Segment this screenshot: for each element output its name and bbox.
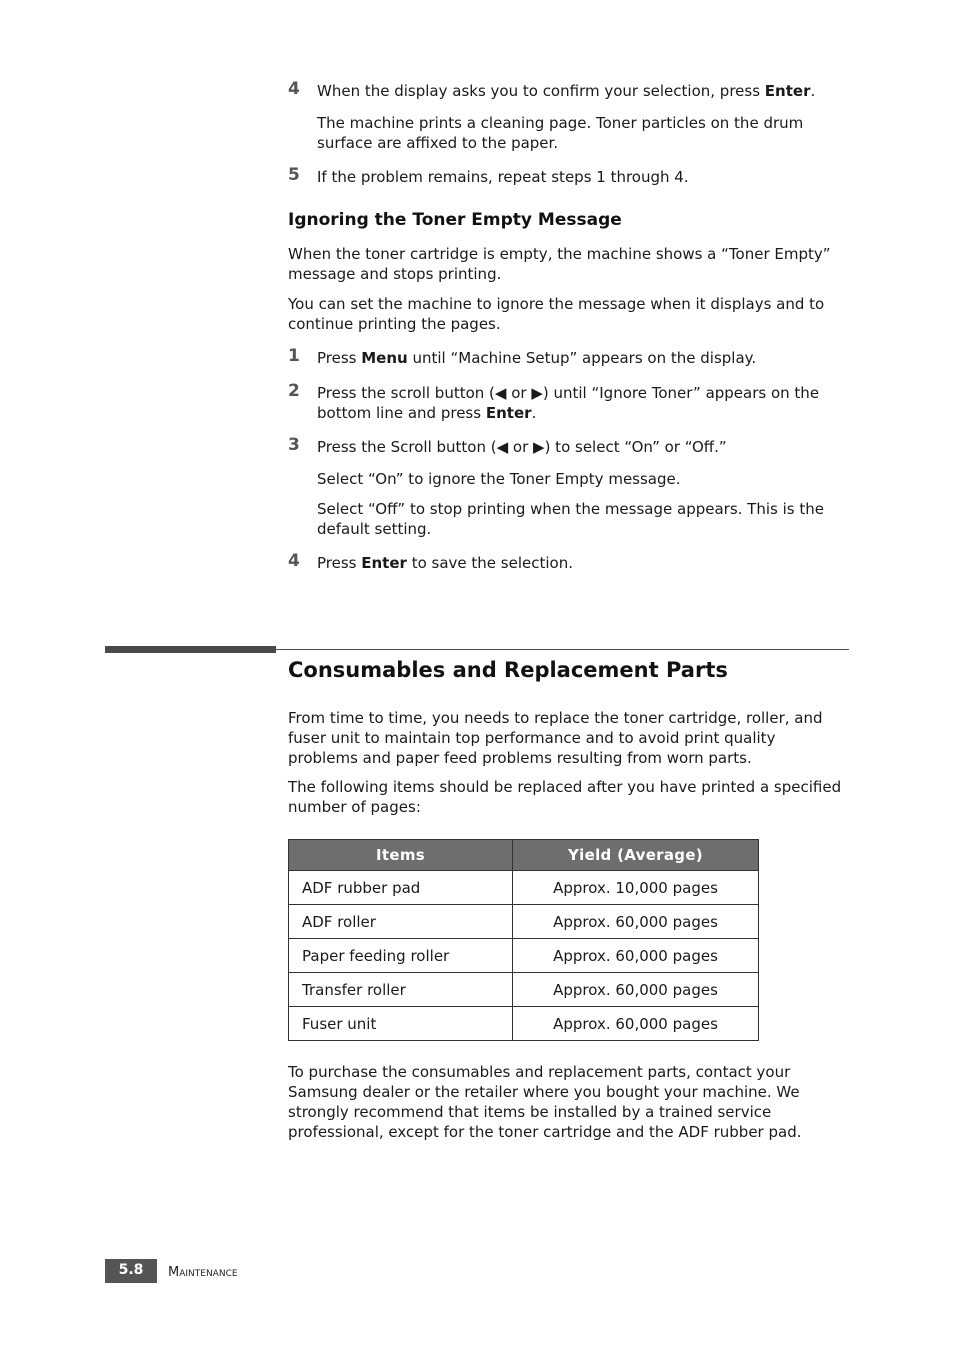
item-cell: ADF roller <box>289 905 513 939</box>
step-text-part: When the display asks you to confirm your selection, press <box>317 82 765 100</box>
enter-key-label: Enter <box>485 404 532 422</box>
table-row <box>289 905 759 939</box>
chapter-label: Maintenance <box>168 1265 238 1280</box>
step-text: If the problem remains, repeat steps 1 through 4. <box>317 168 689 186</box>
step-text-part: to save the selection. <box>406 554 573 572</box>
table-row <box>289 939 759 973</box>
section-title: Consumables and Replacement Parts <box>288 658 728 682</box>
item-cell: ADF rubber pad <box>289 871 513 905</box>
yield-cell: Approx. 60,000 pages <box>513 973 759 1007</box>
paragraph: The following items should be replaced after you have printed a specified number of pages: <box>288 778 842 816</box>
enter-key-label: Enter <box>764 82 811 100</box>
step-note: Select “On” to ignore the Toner Empty message. <box>317 470 681 488</box>
step-note: Select “Off” to stop printing when the message appears. This is the default setting. <box>317 500 824 538</box>
step-note: The machine prints a cleaning page. Toner particles on the drum surface are affixed to the paper. <box>317 114 804 152</box>
item-cell: Paper feeding roller <box>289 939 513 973</box>
section-heading: Ignoring the Toner Empty Message <box>288 210 622 230</box>
paragraph: When the toner cartridge is empty, the machine shows a “Toner Empty” message and stops printing. <box>288 245 831 283</box>
step-text-part: until “Machine Setup” appears on the display. <box>407 349 757 367</box>
section-rule-thick <box>105 646 276 653</box>
step-text-part: . <box>810 82 816 100</box>
step-number: 5 <box>288 165 300 185</box>
step-number: 2 <box>288 381 300 401</box>
step-number: 4 <box>288 551 300 571</box>
step-text-part: Press <box>317 349 362 367</box>
column-header-items: Items <box>289 840 513 871</box>
table-header-row <box>289 840 759 871</box>
page-number: 5.8 <box>105 1259 157 1283</box>
yield-cell: Approx. 60,000 pages <box>513 1007 759 1041</box>
step-text-part: Press the scroll button (◀ or ▶) until “Ignore Toner” appears on the bottom line and press <box>317 384 820 422</box>
yield-cell: Approx. 60,000 pages <box>513 939 759 973</box>
table-row <box>289 871 759 905</box>
step-text <box>317 553 837 573</box>
paragraph: From time to time, you needs to replace the toner cartridge, roller, and fuser unit to maintain top performance and to avoid print quality problems and paper feed problems resulting from worn parts. <box>288 709 823 767</box>
consumables-table <box>288 839 759 1041</box>
section-rule-thin <box>276 649 849 650</box>
step-text: Press the Scroll button (◀ or ▶) to select “On” or “Off.” <box>317 438 727 456</box>
step-number: 1 <box>288 346 300 366</box>
item-cell: Fuser unit <box>289 1007 513 1041</box>
yield-cell: Approx. 60,000 pages <box>513 905 759 939</box>
step-text <box>317 383 837 423</box>
step-text <box>317 81 837 101</box>
step-text <box>317 348 837 368</box>
step-text-part: Press <box>317 554 362 572</box>
step-text-part: . <box>531 404 537 422</box>
enter-key-label: Enter <box>361 554 407 572</box>
paragraph: To purchase the consumables and replacement parts, contact your Samsung dealer or the retailer where you bought your machine. We strongly recommend that items be installed by a trained service professional, except for the toner cartridge and the ADF rubber pad. <box>288 1063 802 1141</box>
step-number: 3 <box>288 435 300 455</box>
column-header-yield: Yield (Average) <box>513 840 759 871</box>
step-number: 4 <box>288 79 300 99</box>
yield-cell: Approx. 10,000 pages <box>513 871 759 905</box>
item-cell: Transfer roller <box>289 973 513 1007</box>
table-row <box>289 1007 759 1041</box>
menu-key-label: Menu <box>361 349 408 367</box>
table-row <box>289 973 759 1007</box>
paragraph: You can set the machine to ignore the message when it displays and to continue printing the pages. <box>288 295 825 333</box>
